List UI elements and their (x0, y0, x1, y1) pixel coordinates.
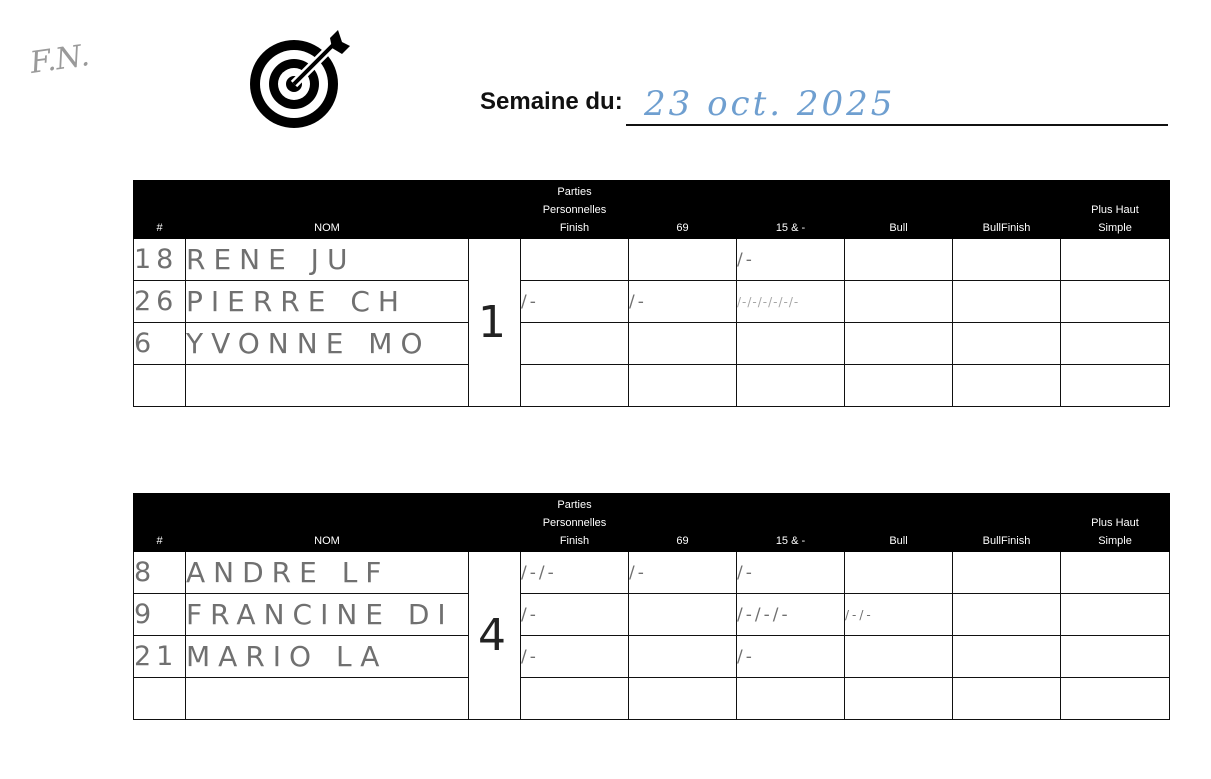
player-number (134, 365, 186, 407)
player-name: MARIO LA (186, 636, 469, 678)
bullfinish-tally (953, 552, 1061, 594)
c15-tally: /- (737, 636, 845, 678)
score-table-group-1 (133, 180, 1170, 407)
c69-tally (629, 365, 737, 407)
header-row (134, 181, 1170, 239)
c69-tally (629, 678, 737, 720)
col-header-parties-finish: Parties Personnelles Finish (521, 494, 629, 552)
group-number: 4 (469, 552, 521, 720)
plus-haut-value (1061, 281, 1170, 323)
plus-haut-value (1061, 552, 1170, 594)
plus-haut-value (1061, 365, 1170, 407)
col-header-bullfinish: BullFinish (953, 181, 1061, 239)
c69-tally (629, 636, 737, 678)
handwritten-initials: F.N. (27, 38, 92, 81)
bull-tally (845, 365, 953, 407)
c15-tally (737, 323, 845, 365)
c69-tally: /- (629, 552, 737, 594)
c15-tally: /- (737, 239, 845, 281)
finish-tally: /-/- (521, 552, 629, 594)
col-header-15-et-moins: 15 & - (737, 181, 845, 239)
dartboard-target-icon (246, 28, 356, 132)
score-table-group-4 (133, 493, 1170, 720)
col-header-plus-haut-simple: Plus Haut Simple (1061, 494, 1170, 552)
c69-tally (629, 594, 737, 636)
player-number: 9 (134, 594, 186, 636)
finish-tally: /- (521, 636, 629, 678)
bull-tally (845, 636, 953, 678)
col-header-69: 69 (629, 494, 737, 552)
c69-tally (629, 323, 737, 365)
col-header-parties-finish: Parties Personnelles Finish (521, 181, 629, 239)
col-header-number: # (134, 494, 186, 552)
bull-tally: /-/- (845, 594, 953, 636)
bullfinish-tally (953, 281, 1061, 323)
finish-tally (521, 239, 629, 281)
player-name (186, 678, 469, 720)
bull-tally (845, 678, 953, 720)
bull-tally (845, 281, 953, 323)
c15-tally: /- (737, 552, 845, 594)
bull-tally (845, 239, 953, 281)
player-name: PIERRE CH (186, 281, 469, 323)
table-row (134, 281, 1170, 323)
plus-haut-value (1061, 323, 1170, 365)
col-header-group (469, 494, 521, 552)
finish-tally: /- (521, 281, 629, 323)
c15-tally (737, 678, 845, 720)
bullfinish-tally (953, 636, 1061, 678)
bullfinish-tally (953, 594, 1061, 636)
plus-haut-value (1061, 239, 1170, 281)
week-label: Semaine du: (480, 88, 623, 115)
table-row (134, 552, 1170, 594)
player-name: ANDRE LF (186, 552, 469, 594)
table-row (134, 323, 1170, 365)
c15-tally: /-/-/- (737, 594, 845, 636)
bullfinish-tally (953, 678, 1061, 720)
finish-tally (521, 323, 629, 365)
col-header-bull: Bull (845, 494, 953, 552)
plus-haut-value (1061, 678, 1170, 720)
group-number: 1 (469, 239, 521, 407)
col-header-bull: Bull (845, 181, 953, 239)
player-number (134, 678, 186, 720)
bull-tally (845, 552, 953, 594)
bullfinish-tally (953, 323, 1061, 365)
bullfinish-tally (953, 239, 1061, 281)
c69-tally: /- (629, 281, 737, 323)
player-name (186, 365, 469, 407)
player-number: 8 (134, 552, 186, 594)
col-header-nom: NOM (186, 181, 469, 239)
c69-tally (629, 239, 737, 281)
col-header-group (469, 181, 521, 239)
header-row (134, 494, 1170, 552)
table-row (134, 594, 1170, 636)
player-number: 26 (134, 281, 186, 323)
player-name: YVONNE MO (186, 323, 469, 365)
c15-tally (737, 365, 845, 407)
player-name: RENE JU (186, 239, 469, 281)
finish-tally (521, 678, 629, 720)
c15-tally: /-/-/-/-/-/- (737, 281, 845, 323)
player-number: 18 (134, 239, 186, 281)
player-name: FRANCINE DI (186, 594, 469, 636)
table-row (134, 239, 1170, 281)
col-header-plus-haut-simple: Plus Haut Simple (1061, 181, 1170, 239)
col-header-nom: NOM (186, 494, 469, 552)
col-header-69: 69 (629, 181, 737, 239)
col-header-bullfinish: BullFinish (953, 494, 1061, 552)
week-underline (626, 124, 1168, 126)
plus-haut-value (1061, 594, 1170, 636)
week-date-handwritten: 23 oct. 2025 (644, 84, 896, 124)
col-header-15-et-moins: 15 & - (737, 494, 845, 552)
table-row (134, 678, 1170, 720)
bullfinish-tally (953, 365, 1061, 407)
finish-tally (521, 365, 629, 407)
player-number: 6 (134, 323, 186, 365)
bull-tally (845, 323, 953, 365)
plus-haut-value (1061, 636, 1170, 678)
col-header-number: # (134, 181, 186, 239)
player-number: 21 (134, 636, 186, 678)
table-row (134, 365, 1170, 407)
finish-tally: /- (521, 594, 629, 636)
table-row (134, 636, 1170, 678)
